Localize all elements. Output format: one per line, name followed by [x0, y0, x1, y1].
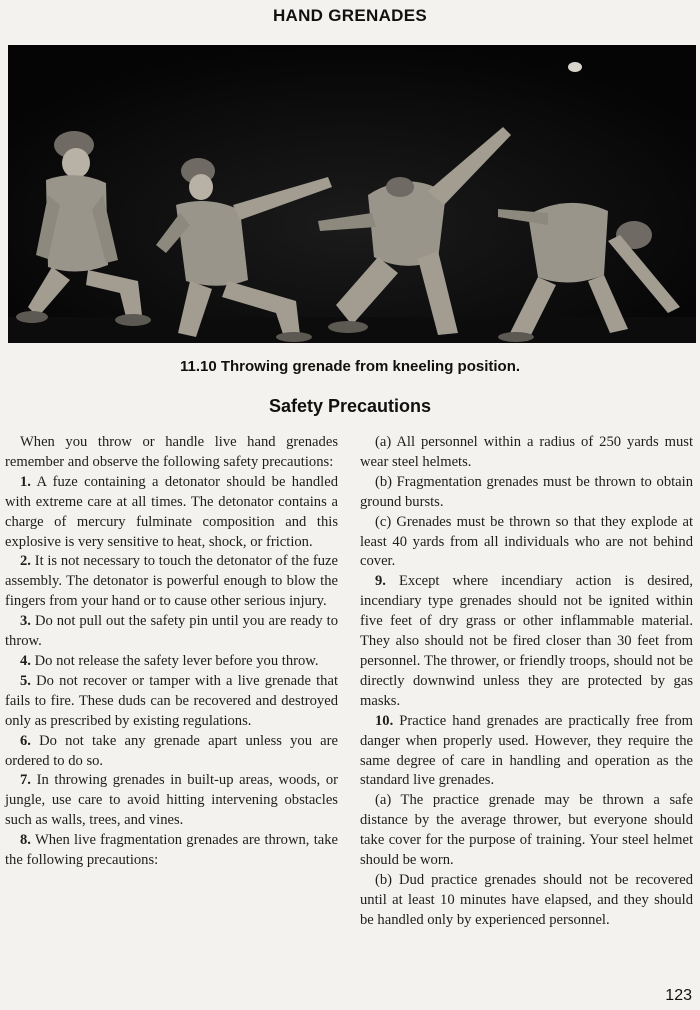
page-number: 123 [665, 987, 692, 1004]
paragraph-5: 5. Do not recover or tamper with a live grenade that fails to fire. These duds can be recovered and destroyed only as prescribed by existing regulations. [5, 672, 338, 729]
paragraph-intro: When you throw or handle live hand grenades remember and observe the following safety precautions: [5, 434, 338, 470]
paragraph-10b: (b) Dud practice grenades should not be recovered until at least 10 minutes have elapsed, and they should be handled only by experienced personnel. [360, 871, 693, 928]
section-heading: Safety Precautions [268, 396, 432, 416]
paragraph-3: 3. Do not pull out the safety pin until you are ready to throw. [5, 613, 339, 650]
paragraph-2: 2. It is not necessary to touch the detonator of the fuze assembly. The detonator is powerful enough to blow the fingers from your hand or to cause other serious injury. [5, 553, 338, 610]
paragraph-10a: (a) The practice grenade may be thrown a safe distance by the average thrower, but everyone should take cover for the purpose of training. Your steel helmet should be worn. [360, 792, 693, 869]
figure-photo [8, 45, 696, 343]
running-head: HAND GRENADES [272, 6, 428, 25]
right-column [360, 433, 693, 931]
paragraph-6: 6. Do not take any grenade apart unless you are ordered to do so. [5, 732, 338, 769]
paragraph-8c: (c) Grenades must be thrown so that they explode at least 40 yards from all individuals who are not behind cover. [360, 513, 693, 570]
grenade-in-flight [568, 62, 582, 72]
left-column [5, 433, 338, 871]
paragraph-4: 4. Do not release the safety lever before you throw. [20, 652, 319, 669]
paragraph-1: 1. A fuze containing a detonator should be handled with extreme care at all times. The detonator contains a charge of mercury fulminate composition and this explosive is very sensitive to heat, shock, or friction. [5, 473, 339, 550]
paragraph-8b: (b) Fragmentation grenades must be thrown to obtain ground bursts. [360, 473, 693, 510]
figure-caption: 11.10 Throwing grenade from kneeling position. [179, 358, 521, 375]
paragraph-9: 9. Except where incendiary action is desired, incendiary type grenades should not be ignited within five feet of dry grass or other inflammable material. They also should not be fired closer than 30 feet from personnel. The thrower, or friendly troops, should not be directly downwind unless they are protected by gas masks. [360, 573, 693, 709]
paragraph-8a: (a) All personnel within a radius of 250 yards must wear steel helmets. [360, 434, 693, 470]
paragraph-8: 8. When live fragmentation grenades are thrown, take the following precautions: [5, 832, 339, 869]
paragraph-7: 7. In throwing grenades in built-up areas, woods, or jungle, use care to avoid hitting intervening obstacles such as walls, trees, and vines. [5, 772, 338, 829]
paragraph-10: 10. Practice hand grenades are practically free from danger when properly used. However, they require the same degree of care in handling and operation as the standard live grenades. [360, 712, 693, 789]
